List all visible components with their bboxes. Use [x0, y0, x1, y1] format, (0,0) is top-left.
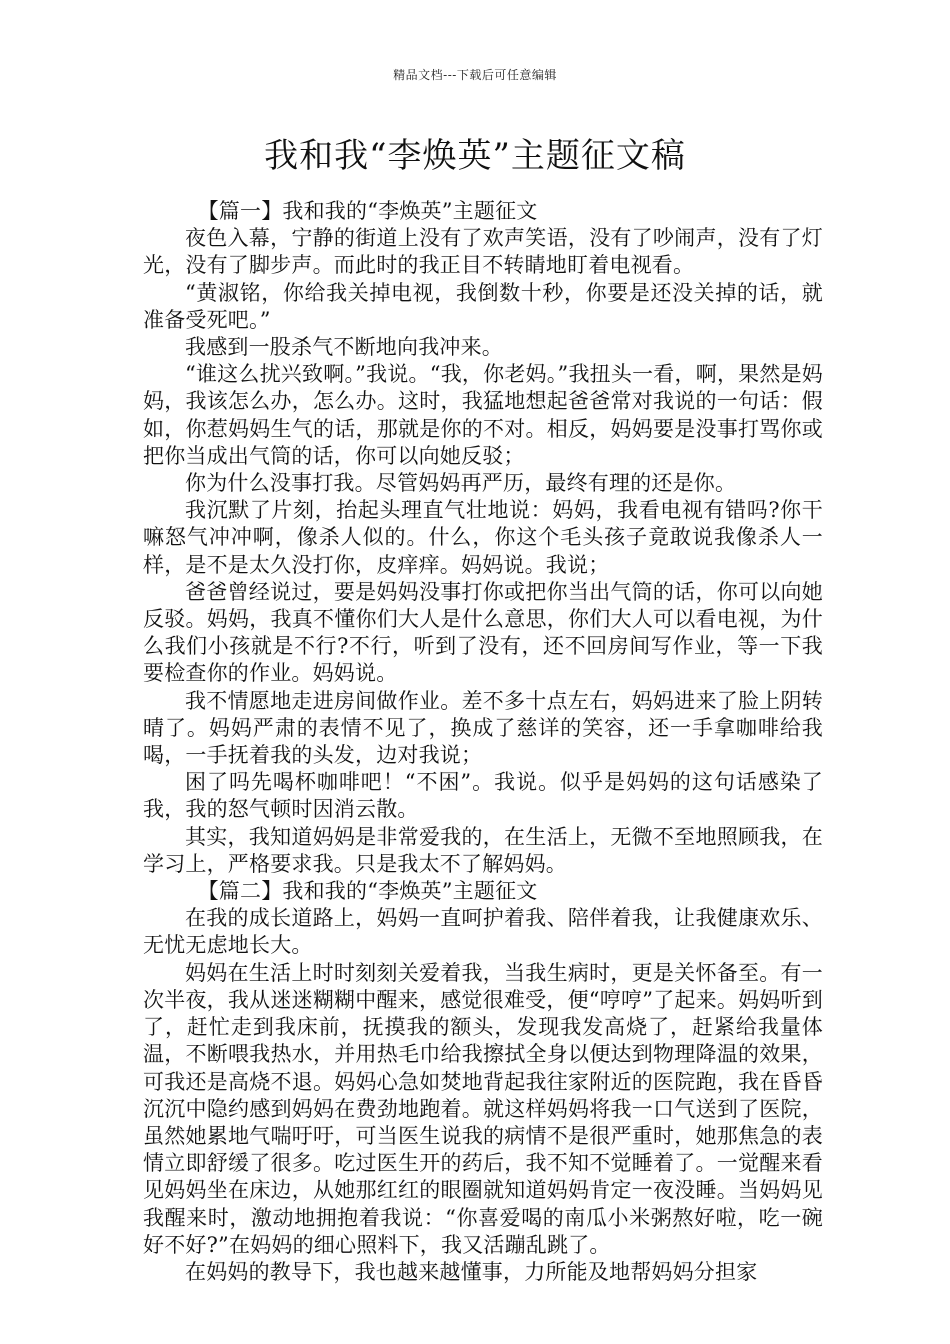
paragraph: 在妈妈的教导下，我也越来越懂事，力所能及地帮妈妈分担家 — [185, 1259, 758, 1284]
paragraph: 我沉默了片刻，抬起头理直气壮地说：妈妈，我看电视有错吗?你干嘛怒气冲冲啊，像杀人似的。什么，你这个毛头孩子竟敢说我像杀人一样，是不是太久没打你，皮痒痒。妈妈说。我说； — [143, 498, 823, 577]
paragraph: 我感到一股杀气不断地向我冲来。 — [185, 335, 503, 360]
paragraph: 夜色入幕，宁静的街道上没有了欢声笑语，没有了吵闹声，没有了灯光，没有了脚步声。而此时的我正目不转睛地盯着电视看。 — [143, 226, 823, 278]
paragraph: 在我的成长道路上，妈妈一直呵护着我、陪伴着我，让我健康欢乐、无忧无虑地长大。 — [143, 906, 823, 958]
paragraph: 爸爸曾经说过，要是妈妈没事打你或把你当出气筒的话，你可以向她反驳。妈妈，我真不懂你们大人是什么意思，你们大人可以看电视，为什么我们小孩就是不行?不行，听到了没有，还不回房间写作业，等一下我要检查你的作业。妈妈说。 — [143, 579, 823, 686]
document-body — [143, 198, 823, 1286]
paragraph: 妈妈在生活上时时刻刻关爱着我，当我生病时，更是关怀备至。有一次半夜，我从迷迷糊糊中醒来，感觉很难受，便“哼哼”了起来。妈妈听到了，赶忙走到我床前，抚摸我的额头，发现我发高烧了，赶紧给我量体温，不断喂我热水，并用热毛巾给我擦拭全身以便达到物理降温的效果，可我还是高烧不退。妈妈心急如焚地背起我往家附近的医院跑，我在昏昏沉沉中隐约感到妈妈在费劲地跑着。就这样妈妈将我一口气送到了医院，虽然她累地气喘吁吁，可当医生说我的病情不是很严重时，她那焦急的表情立即舒缓了很多。吃过医生开的药后，我不知不觉睡着了。一觉醒来看见妈妈坐在床边，从她那红红的眼圈就知道妈妈肯定一夜没睡。当妈妈见我醒来时，激动地拥抱着我说：“你喜爱喝的南瓜小米粥熬好啦，吃一碗好不好?”在妈妈的细心照料下，我又活蹦乱跳了。 — [143, 960, 823, 1257]
document-title: 我和我“李焕英”主题征文稿 — [264, 136, 686, 176]
paragraph: 我不情愿地走进房间做作业。差不多十点左右，妈妈进来了脸上阴转晴了。妈妈严肃的表情不见了，换成了慈详的笑容，还一手拿咖啡给我喝，一手抚着我的头发，边对我说； — [143, 688, 823, 768]
paragraph: 其实，我知道妈妈是非常爱我的，在生活上，无微不至地照顾我，在学习上，严格要求我。只是我太不了解妈妈。 — [143, 824, 823, 876]
header-note: 精品文档---下载后可任意编辑 — [393, 68, 557, 82]
paragraph: “谁这么扰兴致啊。”我说。“我，你老妈。”我扭头一看，啊，果然是妈妈，我该怎么办，怎么办。这时，我猛地想起爸爸常对我说的一句话：假如，你惹妈妈生气的话，那就是你的不对。相反，妈妈要是没事打骂你或把你当成出气筒的话，你可以向她反驳； — [143, 362, 823, 468]
paragraph: “黄淑铭，你给我关掉电视，我倒数十秒，你要是还没关掉的话，就准备受死吧。” — [143, 280, 823, 332]
section-heading: 【篇二】我和我的“李焕英”主题征文 — [197, 879, 538, 904]
paragraph: 你为什么没事打我。尽管妈妈再严历，最终有理的还是你。 — [185, 471, 737, 496]
section-heading: 【篇一】我和我的“李焕英”主题征文 — [197, 199, 538, 223]
paragraph: 困了吗先喝杯咖啡吧！“不困”。我说。似乎是妈妈的这句话感染了我，我的怒气顿时因消云散。 — [143, 770, 823, 822]
